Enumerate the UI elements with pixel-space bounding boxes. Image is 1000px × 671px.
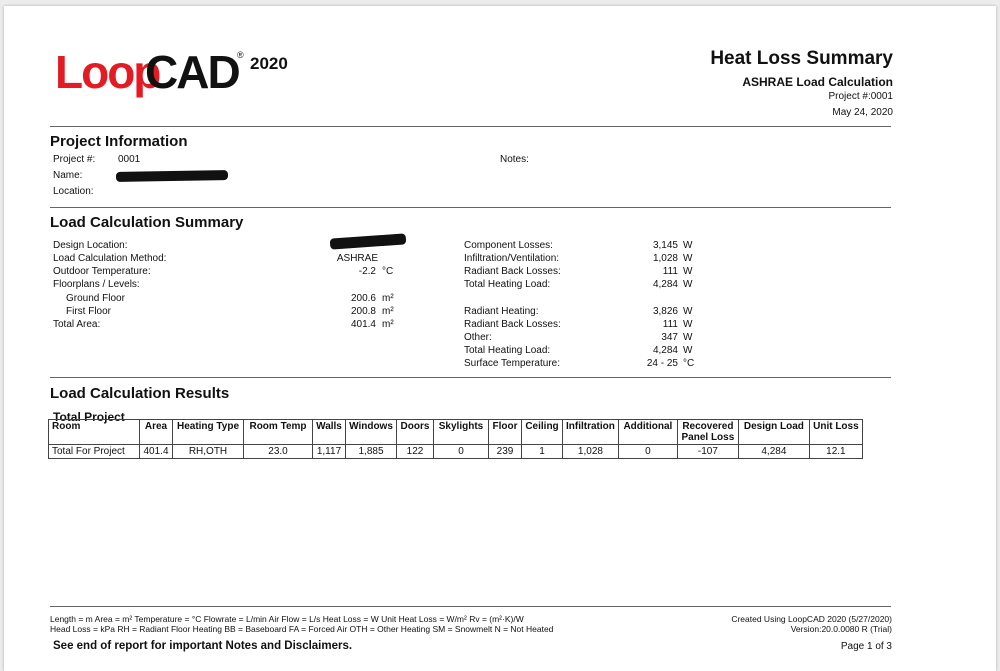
summary-right-unit: W (683, 253, 693, 264)
summary-right-value: 1,028 (652, 253, 678, 264)
summary-left-value: 401.4 (350, 319, 376, 330)
summary-right-value: 4,284 (652, 345, 678, 356)
table-row (49, 445, 863, 459)
redacted-name (116, 170, 228, 182)
column-header: Recovered Panel Loss (677, 420, 738, 445)
name-label: Name: (53, 170, 83, 181)
units-legend-line-1: Length = m Area = m² Temperature = °C Flowrate = L/min Air Flow = L/s Heat Loss = W Unit Heat Loss = W/m² Rv = (m²·K)/W (50, 614, 524, 624)
results-table (48, 419, 863, 459)
created-with: Created Using LoopCAD 2020 (5/27/2020) (731, 614, 892, 624)
results-subheading: Total Project (53, 410, 125, 424)
page-number: Page 1 of 3 (840, 641, 892, 652)
summary-left-label: First Floor (66, 306, 111, 317)
table-cell: 401.4 (140, 445, 173, 459)
table-cell: 12.1 (809, 445, 862, 459)
table-cell: 0 (434, 445, 489, 459)
divider (50, 377, 891, 378)
notes-label: Notes: (500, 154, 529, 165)
summary-right-unit: W (683, 266, 693, 277)
table-cell: Total For Project (49, 445, 140, 459)
units-legend-line-2: Head Loss = kPa RH = Radiant Floor Heating BB = Baseboard FA = Forced Air OTH = Other Heating SM = Snowmelt N = Not Heated (50, 624, 554, 634)
column-header: Room Temp (244, 420, 313, 445)
summary-right-value: 111 (662, 319, 678, 330)
svg-text:CAD: CAD (145, 46, 239, 98)
results-heading: Load Calculation Results (50, 385, 230, 402)
summary-right-unit: W (683, 306, 693, 317)
column-header: Room (49, 420, 140, 445)
summary-left-label: Outdoor Temperature: (53, 266, 151, 277)
summary-left-value: 200.8 (350, 306, 376, 317)
column-header: Infiltration (563, 420, 619, 445)
loopcad-logo (53, 44, 253, 104)
table-cell: 1,028 (563, 445, 619, 459)
header-date: May 24, 2020 (832, 107, 893, 118)
table-cell: 1,117 (313, 445, 346, 459)
summary-right-label: Radiant Back Losses: (464, 319, 561, 330)
column-header: Design Load (738, 420, 809, 445)
summary-left-label: Design Location: (53, 240, 128, 251)
report-page (4, 6, 996, 671)
disclaimer-notice: See end of report for important Notes and Disclaimers. (53, 640, 353, 652)
column-header: Walls (313, 420, 346, 445)
summary-left-unit: m² (382, 319, 394, 330)
summary-right-label: Other: (464, 332, 492, 343)
project-info-heading: Project Information (50, 133, 188, 150)
column-header: Heating Type (173, 420, 244, 445)
table-cell: 0 (618, 445, 677, 459)
project-number-value: 0001 (118, 154, 141, 165)
column-header: Windows (346, 420, 397, 445)
summary-right-unit: W (683, 332, 693, 343)
column-header: Additional (618, 420, 677, 445)
summary-right-unit: W (683, 279, 693, 290)
table-cell: 4,284 (738, 445, 809, 459)
summary-right-unit: W (683, 240, 693, 251)
summary-left-unit: m² (382, 293, 394, 304)
summary-right-unit: W (683, 319, 693, 330)
table-cell: RH,OTH (173, 445, 244, 459)
summary-left-label: Load Calculation Method: (53, 253, 167, 264)
summary-right-label: Radiant Heating: (464, 306, 539, 317)
footer-divider (50, 606, 891, 607)
summary-left-unit: °C (382, 266, 394, 277)
summary-left-label: Ground Floor (66, 293, 125, 304)
column-header: Skylights (434, 420, 489, 445)
location-label: Location: (53, 186, 94, 197)
table-cell: 122 (397, 445, 434, 459)
summary-right-label: Total Heating Load: (464, 279, 551, 290)
divider (50, 126, 891, 127)
report-title: Heat Loss Summary (710, 48, 893, 69)
divider (50, 207, 891, 208)
summary-left-value: -2.2 (358, 266, 376, 277)
column-header: Floor (489, 420, 522, 445)
summary-right-unit: W (683, 345, 693, 356)
summary-right-value: 111 (662, 266, 678, 277)
table-header-row (49, 420, 863, 445)
summary-right-value: 347 (661, 332, 678, 343)
summary-right-label: Total Heating Load: (464, 345, 551, 356)
header-project-number: Project #:0001 (828, 91, 893, 102)
summary-right-value: 3,145 (652, 240, 678, 251)
column-header: Ceiling (522, 420, 563, 445)
svg-text:Loop: Loop (55, 46, 160, 98)
summary-heading: Load Calculation Summary (50, 214, 244, 231)
summary-left-label: Total Area: (53, 319, 101, 330)
report-subtitle: ASHRAE Load Calculation (742, 75, 893, 89)
summary-left-value: 200.6 (350, 293, 376, 304)
column-header: Area (140, 420, 173, 445)
summary-right-value: 4,284 (652, 279, 678, 290)
column-header: Unit Loss (809, 420, 862, 445)
summary-right-value: 24 - 25 (646, 358, 678, 369)
table-cell: -107 (677, 445, 738, 459)
svg-text:®: ® (237, 50, 244, 60)
summary-left-value: ASHRAE (336, 253, 378, 264)
table-cell: 239 (489, 445, 522, 459)
column-header: Doors (397, 420, 434, 445)
table-cell: 23.0 (244, 445, 313, 459)
summary-left-unit: m² (382, 306, 394, 317)
summary-right-label: Infiltration/Ventilation: (464, 253, 560, 264)
project-number-label: Project #: (53, 154, 96, 165)
summary-left-label: Floorplans / Levels: (53, 279, 140, 290)
summary-right-label: Radiant Back Losses: (464, 266, 561, 277)
table-cell: 1 (522, 445, 563, 459)
summary-right-label: Surface Temperature: (464, 358, 560, 369)
summary-right-unit: °C (683, 358, 695, 369)
version: Version:20.0.0080 R (Trial) (790, 624, 892, 634)
logo-year: 2020 (250, 54, 288, 73)
summary-right-label: Component Losses: (464, 240, 553, 251)
table-cell: 1,885 (346, 445, 397, 459)
summary-right-value: 3,826 (652, 306, 678, 317)
